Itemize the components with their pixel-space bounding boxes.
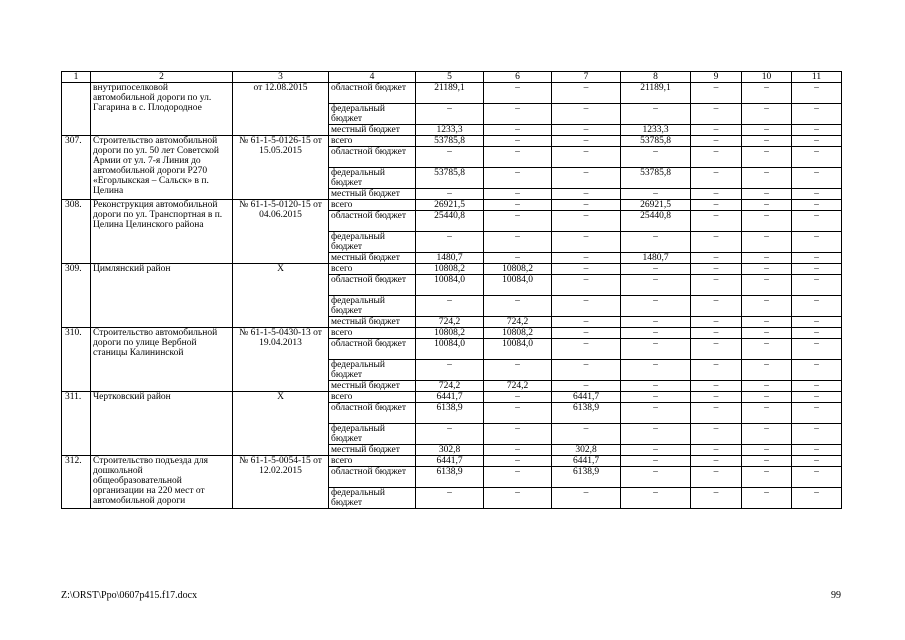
funding-source: местный бюджет <box>329 445 416 456</box>
amount-cell: – <box>742 381 792 392</box>
amount-cell: 724,2 <box>416 317 484 328</box>
amount-cell: – <box>792 328 842 339</box>
amount-cell: – <box>552 253 621 264</box>
amount-cell: – <box>691 403 742 424</box>
funding-source: областной бюджет <box>329 339 416 360</box>
amount-cell: – <box>691 467 742 488</box>
amount-cell: – <box>621 424 691 445</box>
amount-cell: – <box>742 264 792 275</box>
amount-cell: – <box>742 232 792 253</box>
amount-cell: – <box>552 200 621 211</box>
amount-cell: – <box>691 264 742 275</box>
amount-cell: 10084,0 <box>416 275 484 296</box>
footer-file-path: Z:\ORST\Ppo\0607p415.f17.docx <box>61 590 198 601</box>
amount-cell: 6138,9 <box>416 403 484 424</box>
amount-cell: – <box>792 339 842 360</box>
amount-cell: – <box>691 200 742 211</box>
funding-source: всего <box>329 456 416 467</box>
amount-cell: – <box>621 467 691 488</box>
amount-cell: – <box>621 296 691 317</box>
amount-cell: – <box>691 296 742 317</box>
amount-cell: – <box>416 424 484 445</box>
funding-source: областной бюджет <box>329 211 416 232</box>
amount-cell: 10084,0 <box>484 275 552 296</box>
amount-cell: – <box>552 275 621 296</box>
amount-cell: 26921,5 <box>621 200 691 211</box>
amount-cell: – <box>691 392 742 403</box>
amount-cell: 724,2 <box>484 317 552 328</box>
document-reference: от 12.08.2015 <box>233 83 329 136</box>
amount-cell: – <box>742 424 792 445</box>
amount-cell: – <box>621 317 691 328</box>
amount-cell: 6441,7 <box>416 392 484 403</box>
amount-cell: – <box>742 403 792 424</box>
column-number: 3 <box>233 72 329 83</box>
amount-cell: – <box>484 360 552 381</box>
amount-cell: – <box>742 147 792 168</box>
object-name: Строительство автомобильной дороги по улице Вербной станицы Калининской <box>91 328 233 392</box>
amount-cell: 724,2 <box>484 381 552 392</box>
amount-cell: 25440,8 <box>416 211 484 232</box>
amount-cell: – <box>621 360 691 381</box>
amount-cell: 6441,7 <box>552 456 621 467</box>
amount-cell: 21189,1 <box>621 83 691 104</box>
amount-cell: – <box>484 136 552 147</box>
amount-cell: – <box>691 189 742 200</box>
amount-cell: – <box>552 264 621 275</box>
amount-cell: – <box>552 189 621 200</box>
document-reference: Х <box>233 392 329 456</box>
amount-cell: – <box>416 488 484 509</box>
amount-cell: – <box>484 168 552 189</box>
funding-source: областной бюджет <box>329 467 416 488</box>
object-name: Цимлянский район <box>91 264 233 328</box>
amount-cell: – <box>416 189 484 200</box>
funding-source: всего <box>329 264 416 275</box>
amount-cell: – <box>484 456 552 467</box>
table-row <box>62 328 842 339</box>
amount-cell: – <box>552 328 621 339</box>
amount-cell: – <box>742 200 792 211</box>
item-number: 311. <box>62 392 91 456</box>
amount-cell: – <box>621 147 691 168</box>
amount-cell: – <box>792 467 842 488</box>
amount-cell: – <box>621 275 691 296</box>
amount-cell: – <box>552 83 621 104</box>
column-number-row <box>62 72 842 83</box>
amount-cell: – <box>484 296 552 317</box>
funding-source: областной бюджет <box>329 403 416 424</box>
item-number: 307. <box>62 136 91 200</box>
amount-cell: – <box>552 317 621 328</box>
amount-cell: – <box>552 211 621 232</box>
object-name: внутрипоселковой автомобильной дороги по ул. Гагарина в с. Плодородное <box>91 83 233 136</box>
amount-cell: – <box>621 456 691 467</box>
amount-cell: – <box>691 339 742 360</box>
amount-cell: – <box>484 467 552 488</box>
budget-table <box>61 71 842 509</box>
funding-source: областной бюджет <box>329 275 416 296</box>
amount-cell: – <box>792 136 842 147</box>
amount-cell: – <box>484 392 552 403</box>
amount-cell: 53785,8 <box>416 168 484 189</box>
amount-cell: – <box>792 392 842 403</box>
amount-cell: – <box>691 136 742 147</box>
amount-cell: 302,8 <box>416 445 484 456</box>
amount-cell: – <box>742 125 792 136</box>
amount-cell: – <box>484 83 552 104</box>
amount-cell: – <box>691 232 742 253</box>
amount-cell: – <box>484 147 552 168</box>
amount-cell: 1233,3 <box>621 125 691 136</box>
funding-source: федеральный бюджет <box>329 488 416 509</box>
table-row <box>62 456 842 467</box>
amount-cell: – <box>792 456 842 467</box>
amount-cell: – <box>792 296 842 317</box>
item-number: 312. <box>62 456 91 509</box>
funding-source: федеральный бюджет <box>329 296 416 317</box>
amount-cell: – <box>792 168 842 189</box>
document-reference: Х <box>233 264 329 328</box>
funding-source: местный бюджет <box>329 317 416 328</box>
amount-cell: 53785,8 <box>416 136 484 147</box>
amount-cell: – <box>621 264 691 275</box>
item-number: 310. <box>62 328 91 392</box>
table-row <box>62 264 842 275</box>
amount-cell: – <box>691 424 742 445</box>
amount-cell: 6441,7 <box>552 392 621 403</box>
amount-cell: – <box>792 211 842 232</box>
amount-cell: 25440,8 <box>621 211 691 232</box>
amount-cell: – <box>552 232 621 253</box>
funding-source: федеральный бюджет <box>329 424 416 445</box>
table-row <box>62 200 842 211</box>
funding-source: областной бюджет <box>329 83 416 104</box>
funding-source: областной бюджет <box>329 147 416 168</box>
amount-cell: – <box>742 339 792 360</box>
amount-cell: – <box>621 232 691 253</box>
document-reference: № 61-1-5-0120-15 от 04.06.2015 <box>233 200 329 264</box>
page-number: 99 <box>831 590 841 601</box>
amount-cell: – <box>742 445 792 456</box>
amount-cell: – <box>484 445 552 456</box>
funding-source: местный бюджет <box>329 253 416 264</box>
amount-cell: – <box>792 147 842 168</box>
table-row <box>62 136 842 147</box>
amount-cell: – <box>621 403 691 424</box>
amount-cell: 1480,7 <box>416 253 484 264</box>
amount-cell: – <box>792 381 842 392</box>
object-name: Строительство подъезда для дошкольной общеобразовательной организации на 220 мест от автомобильной дороги <box>91 456 233 509</box>
funding-source: всего <box>329 200 416 211</box>
item-number: 309. <box>62 264 91 328</box>
funding-source: федеральный бюджет <box>329 104 416 125</box>
amount-cell: – <box>621 104 691 125</box>
amount-cell: – <box>484 488 552 509</box>
amount-cell: – <box>691 83 742 104</box>
amount-cell: – <box>621 445 691 456</box>
amount-cell: – <box>691 211 742 232</box>
amount-cell: 302,8 <box>552 445 621 456</box>
amount-cell: – <box>691 147 742 168</box>
amount-cell: 1233,3 <box>416 125 484 136</box>
amount-cell: – <box>742 211 792 232</box>
amount-cell: – <box>691 253 742 264</box>
amount-cell: 1480,7 <box>621 253 691 264</box>
amount-cell: – <box>792 424 842 445</box>
amount-cell: 6138,9 <box>552 467 621 488</box>
amount-cell: 10808,2 <box>416 328 484 339</box>
amount-cell: – <box>742 488 792 509</box>
amount-cell: – <box>742 392 792 403</box>
amount-cell: – <box>792 275 842 296</box>
column-number: 11 <box>792 72 842 83</box>
amount-cell: – <box>792 264 842 275</box>
funding-source: местный бюджет <box>329 189 416 200</box>
amount-cell: – <box>552 488 621 509</box>
amount-cell: 21189,1 <box>416 83 484 104</box>
amount-cell: – <box>416 296 484 317</box>
amount-cell: – <box>742 136 792 147</box>
amount-cell: – <box>552 296 621 317</box>
amount-cell: – <box>484 232 552 253</box>
amount-cell: 10808,2 <box>416 264 484 275</box>
amount-cell: – <box>792 125 842 136</box>
amount-cell: – <box>552 168 621 189</box>
amount-cell: – <box>792 232 842 253</box>
amount-cell: – <box>484 125 552 136</box>
amount-cell: 26921,5 <box>416 200 484 211</box>
amount-cell: – <box>691 317 742 328</box>
amount-cell: – <box>416 147 484 168</box>
amount-cell: – <box>742 275 792 296</box>
amount-cell: – <box>484 211 552 232</box>
amount-cell: – <box>552 136 621 147</box>
amount-cell: – <box>416 360 484 381</box>
amount-cell: 10084,0 <box>484 339 552 360</box>
funding-source: всего <box>329 136 416 147</box>
amount-cell: – <box>484 424 552 445</box>
object-name: Строительство автомобильной дороги по ул. 50 лет Советской Армии от ул. 7-я Линия до автомобильной дороги Р270 «Егорлыкская – Сальск» в п. Целина <box>91 136 233 200</box>
amount-cell: 10084,0 <box>416 339 484 360</box>
amount-cell: – <box>792 200 842 211</box>
amount-cell: – <box>621 328 691 339</box>
amount-cell: 6138,9 <box>552 403 621 424</box>
amount-cell: – <box>416 104 484 125</box>
amount-cell: – <box>742 467 792 488</box>
amount-cell: 6138,9 <box>416 467 484 488</box>
table-row <box>62 392 842 403</box>
document-reference: № 61-1-5-0126-15 от 15.05.2015 <box>233 136 329 200</box>
amount-cell: 53785,8 <box>621 168 691 189</box>
amount-cell: 724,2 <box>416 381 484 392</box>
item-number <box>62 83 91 136</box>
amount-cell: – <box>552 147 621 168</box>
amount-cell: – <box>691 456 742 467</box>
amount-cell: – <box>691 328 742 339</box>
amount-cell: – <box>552 339 621 360</box>
column-number: 9 <box>691 72 742 83</box>
object-name: Чертковский район <box>91 392 233 456</box>
amount-cell: – <box>621 392 691 403</box>
amount-cell: – <box>484 104 552 125</box>
funding-source: всего <box>329 328 416 339</box>
amount-cell: – <box>742 456 792 467</box>
amount-cell: – <box>792 445 842 456</box>
amount-cell: – <box>742 317 792 328</box>
amount-cell: – <box>691 275 742 296</box>
amount-cell: – <box>691 381 742 392</box>
amount-cell: – <box>792 104 842 125</box>
amount-cell: – <box>621 339 691 360</box>
amount-cell: – <box>621 189 691 200</box>
funding-source: всего <box>329 392 416 403</box>
amount-cell: – <box>691 488 742 509</box>
column-number: 7 <box>552 72 621 83</box>
amount-cell: – <box>484 253 552 264</box>
amount-cell: 10808,2 <box>484 328 552 339</box>
amount-cell: – <box>742 296 792 317</box>
column-number: 10 <box>742 72 792 83</box>
document-reference: № 61-1-5-0054-15 от 12.02.2015 <box>233 456 329 509</box>
funding-source: федеральный бюджет <box>329 168 416 189</box>
funding-source: местный бюджет <box>329 381 416 392</box>
amount-cell: – <box>552 104 621 125</box>
amount-cell: – <box>416 232 484 253</box>
amount-cell: – <box>484 200 552 211</box>
amount-cell: – <box>742 104 792 125</box>
amount-cell: – <box>552 381 621 392</box>
item-number: 308. <box>62 200 91 264</box>
amount-cell: – <box>742 253 792 264</box>
amount-cell: – <box>621 381 691 392</box>
amount-cell: – <box>792 317 842 328</box>
amount-cell: – <box>792 403 842 424</box>
amount-cell: – <box>792 360 842 381</box>
amount-cell: – <box>742 168 792 189</box>
amount-cell: – <box>742 189 792 200</box>
amount-cell: – <box>792 83 842 104</box>
object-name: Реконструкция автомобильной дороги по ул. Транспортная в п. Целина Целинского района <box>91 200 233 264</box>
column-number: 2 <box>91 72 233 83</box>
amount-cell: – <box>691 360 742 381</box>
document-reference: № 61-1-5-0430-13 от 19.04.2013 <box>233 328 329 392</box>
amount-cell: 53785,8 <box>621 136 691 147</box>
amount-cell: – <box>742 328 792 339</box>
column-number: 8 <box>621 72 691 83</box>
amount-cell: – <box>792 189 842 200</box>
funding-source: федеральный бюджет <box>329 360 416 381</box>
amount-cell: – <box>552 424 621 445</box>
amount-cell: – <box>742 83 792 104</box>
amount-cell: 10808,2 <box>484 264 552 275</box>
amount-cell: – <box>484 403 552 424</box>
amount-cell: – <box>742 360 792 381</box>
funding-source: федеральный бюджет <box>329 232 416 253</box>
amount-cell: – <box>691 104 742 125</box>
amount-cell: – <box>552 125 621 136</box>
table-row <box>62 83 842 104</box>
amount-cell: – <box>691 168 742 189</box>
column-number: 5 <box>416 72 484 83</box>
amount-cell: – <box>691 125 742 136</box>
column-number: 4 <box>329 72 416 83</box>
amount-cell: – <box>691 445 742 456</box>
column-number: 6 <box>484 72 552 83</box>
funding-source: местный бюджет <box>329 125 416 136</box>
table-body <box>62 72 842 509</box>
amount-cell: – <box>792 253 842 264</box>
amount-cell: 6441,7 <box>416 456 484 467</box>
amount-cell: – <box>621 488 691 509</box>
amount-cell: – <box>792 488 842 509</box>
amount-cell: – <box>552 360 621 381</box>
column-number: 1 <box>62 72 91 83</box>
amount-cell: – <box>484 189 552 200</box>
